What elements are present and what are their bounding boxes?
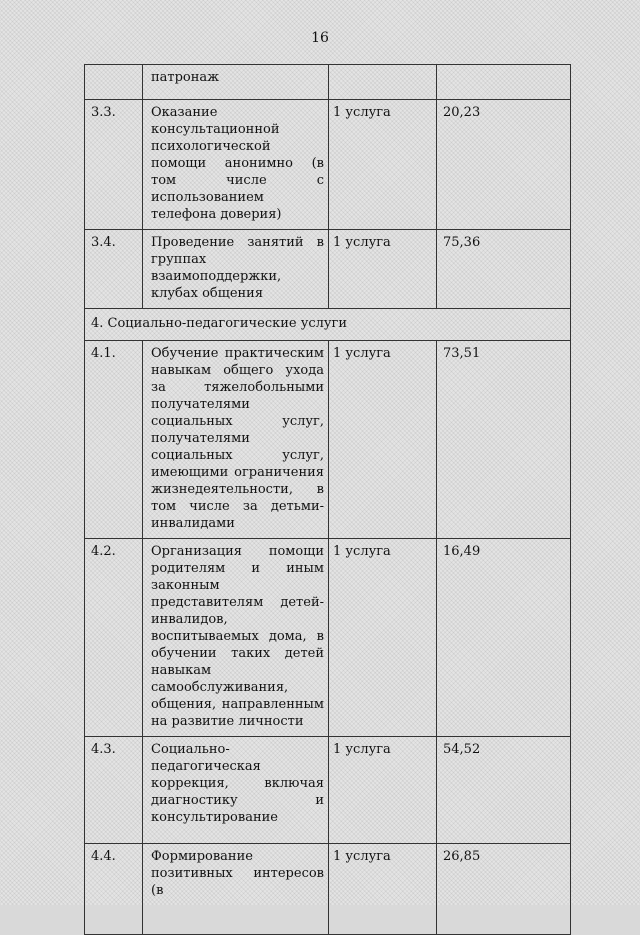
row-number: 3.3. [85, 100, 143, 230]
service-description: патронаж [143, 65, 329, 100]
service-description: Формирование позитивных интересов (в [143, 844, 329, 935]
row-number: 4.2. [85, 539, 143, 737]
table-row [85, 844, 571, 935]
service-description: Организация помощи родителям и иным законным представителям детей-инвалидов, воспитываемых дома, в обучении таких детей навыкам самообслуживания, общения, направленным на развитие личности [143, 539, 329, 737]
service-description: Оказание консультационной психологической помощи анонимно (в том числе с использованием телефона доверия) [143, 100, 329, 230]
service-price: 73,51 [437, 341, 571, 539]
services-table [84, 64, 571, 935]
table-row [85, 539, 571, 737]
row-number [85, 65, 143, 100]
service-price: 26,85 [437, 844, 571, 935]
service-price: 16,49 [437, 539, 571, 737]
row-number: 4.4. [85, 844, 143, 935]
section-row [85, 309, 571, 341]
service-unit: 1 услуга [329, 539, 437, 737]
service-unit: 1 услуга [329, 737, 437, 844]
service-price: 54,52 [437, 737, 571, 844]
table-row [85, 100, 571, 230]
service-description: Социально-педагогическая коррекция, включая диагностику и консультирование [143, 737, 329, 844]
service-unit [329, 65, 437, 100]
service-price: 75,36 [437, 230, 571, 309]
service-price: 20,23 [437, 100, 571, 230]
service-unit: 1 услуга [329, 341, 437, 539]
row-number: 3.4. [85, 230, 143, 309]
service-description: Проведение занятий в группах взаимоподдержки, клубах общения [143, 230, 329, 309]
table-row [85, 65, 571, 100]
table-row [85, 341, 571, 539]
service-unit: 1 услуга [329, 100, 437, 230]
service-unit: 1 услуга [329, 230, 437, 309]
section-heading: 4. Социально-педагогические услуги [85, 309, 571, 341]
table-row [85, 230, 571, 309]
service-unit: 1 услуга [329, 844, 437, 935]
row-number: 4.1. [85, 341, 143, 539]
table-row [85, 737, 571, 844]
service-price [437, 65, 571, 100]
service-description: Обучение практическим навыкам общего ухода за тяжелобольными получателями социальных услуг, получателями социальных услуг, имеющими ограничения жизнедеятельности, в том числе за детьми-инвалидами [143, 341, 329, 539]
row-number: 4.3. [85, 737, 143, 844]
page-number: 16 [311, 30, 329, 46]
